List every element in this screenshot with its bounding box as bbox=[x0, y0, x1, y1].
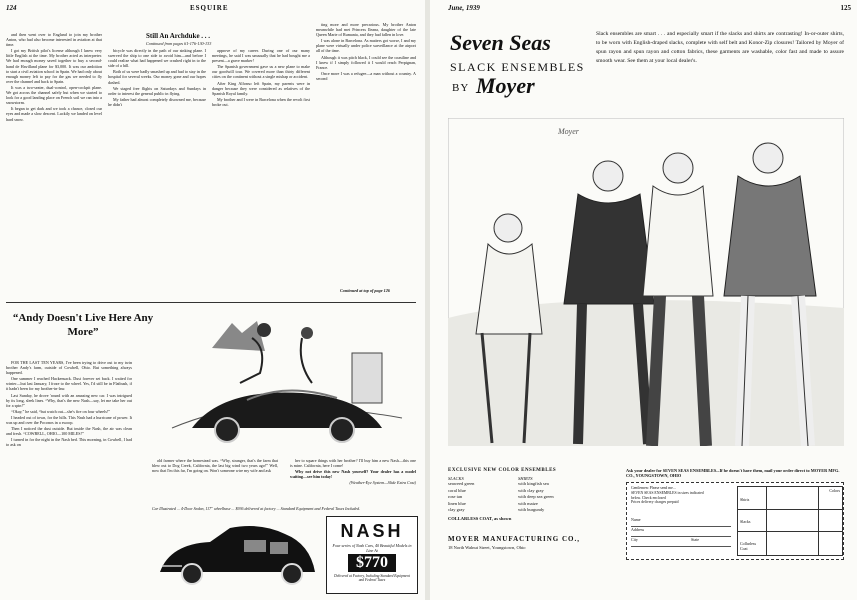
paragraph: Then I noticed the dust outside. But inside the Nash, the air was clean and fresh. “COWBELL, OHIO—100 MILES!” bbox=[6, 426, 132, 437]
header-shirts: SHIRTS bbox=[518, 476, 533, 481]
list-item bbox=[448, 507, 618, 514]
article-column-2 bbox=[108, 48, 206, 298]
article-title: Still An Archduke . . . bbox=[146, 32, 211, 40]
paragraph: The Spanish government gave us a new plane to make our goodwill tour. We covered more than thirty different cities on the continent without a single mishap or accident. bbox=[212, 64, 310, 80]
right-page bbox=[430, 0, 857, 600]
order-line: below. Check enclosed bbox=[631, 495, 666, 500]
paragraph: My brother and I were in Barcelona when the revolt first broke out. bbox=[212, 96, 310, 107]
paragraph: It began to get dark and we took a chance, closed our eyes and made a slow descent. Luckily we landed on level hard snow. bbox=[6, 106, 102, 122]
slack-color: rose tan bbox=[448, 494, 463, 499]
paragraph: Both of us were badly smashed up and had to stay in the hospital for several weeks. Our money gone and our hopes dashed. bbox=[108, 69, 206, 85]
paragraph: I headed out of town, for the hills. This Nash had a hurricane of power. It was up and over the Poconos in a swoop. bbox=[6, 414, 132, 426]
golfers-illustration bbox=[448, 118, 844, 446]
ensembles-panel bbox=[448, 468, 618, 550]
company-name: MOYER MANUFACTURING CO., bbox=[448, 534, 580, 543]
shirt-color: with kingfish sea bbox=[518, 481, 549, 486]
paragraph: I turned in for the night in the Nash bed. This morning, in Cowbell, I had to ask on bbox=[6, 437, 132, 448]
paragraph: bicycle was directly in the path of our sinking plane. I swerved the ship to one side to avoid him—and before I could realize what had happened we crashed right in to the side of a hill. bbox=[108, 48, 206, 69]
field-label: City bbox=[631, 537, 638, 543]
order-fields bbox=[631, 517, 731, 547]
order-coupon bbox=[626, 482, 844, 560]
paragraph: After King Alfonso left Spain, my parents were in danger because they were considered as relatives of the Spanish Royal family. bbox=[212, 80, 310, 96]
paragraph: Slack ensembles are smart . . . and especially smart if the slacks and shirts are contrasting! In-or-outer shirts, to be worn with English-draped slacks, complete with self belt and Konor-Zip closures! Tailored by Moyer of spun rayon and spun rayon and cotton fabrics, these garments are washable, color fast and made to assure smooth wear. See them at your local dealer's. bbox=[596, 31, 844, 64]
paragraph: FOR THE LAST TEN YEARS, I've been trying to drive out to my twin brother Andy's farm, outside of Cowbell, Ohio. But something always happened. bbox=[6, 360, 132, 376]
paragraph: My father had almost completely disowned me, because he didn't bbox=[108, 96, 206, 107]
brand-line: SLACK ENSEMBLES bbox=[450, 60, 585, 74]
article-column-4 bbox=[316, 22, 416, 284]
row-label-slacks: Slacks bbox=[740, 519, 751, 525]
call-to-action: Why not drive this new Nash yourself? Your dealer has a model waiting—see him today! bbox=[290, 469, 416, 480]
header-slacks: SLACKS bbox=[448, 476, 464, 481]
field-label: State bbox=[691, 537, 699, 543]
paragraph: One summer I reached Hackensack. Dust forever set back. I waited for winter—but last January, I froze to the wheel. Yes, I'd still be in Flatbush, if it hadn't been for my brother-in-law. bbox=[6, 376, 132, 392]
ensembles-title: EXCLUSIVE NEW COLOR ENSEMBLES bbox=[448, 468, 557, 473]
shirt-color: with deep sea green bbox=[518, 494, 554, 499]
nash-logo-box bbox=[326, 516, 418, 594]
slack-color: seaweed green bbox=[448, 481, 475, 486]
colors-header: Colors bbox=[829, 488, 840, 494]
story-column-3 bbox=[290, 458, 416, 502]
company-address: 18 North Walnut Street, Youngstown, Ohio bbox=[448, 544, 526, 550]
divider bbox=[6, 302, 416, 303]
slack-color: linen blue bbox=[448, 500, 466, 506]
svg-text:Moyer: Moyer bbox=[558, 127, 579, 136]
intro-copy bbox=[596, 30, 844, 110]
divider bbox=[818, 487, 819, 555]
order-line: Gentlemen: Please send me... bbox=[631, 486, 676, 491]
nash-sub: Four series of Nash Cars, 40 Beautiful Models in Line At bbox=[332, 543, 412, 553]
story-column-1 bbox=[6, 360, 132, 592]
shirt-color: with clay gray bbox=[518, 487, 544, 493]
brand-script: Seven Seas bbox=[450, 30, 551, 55]
paragraph: We staged free flights on Saturdays and Sundays in order to interest the general public in flying. bbox=[108, 85, 206, 96]
paragraph: Once more I was a refugee—a man without a country. A second bbox=[316, 70, 416, 81]
nash-fine-print: Car Illustrated ... 4-Door Sedan, 117" wheelbase ... $936 delivered at factory ... Standard Equipment and Federal Taxes Included. bbox=[152, 506, 361, 511]
paragraph: and then went over to England to join my brother Anton, who had also become interested in aviation at that time. bbox=[6, 32, 102, 48]
slack-color: clay gray bbox=[448, 507, 465, 512]
paragraph: approve of my career. During one of our many meetings, he said I was unusually that he had bought me a present—a grave marker! bbox=[212, 48, 310, 64]
nash-logo: NASH bbox=[340, 521, 404, 541]
divider bbox=[738, 531, 842, 532]
nash-sedan-image bbox=[152, 516, 322, 592]
name-field[interactable] bbox=[631, 517, 731, 527]
order-lines bbox=[631, 486, 731, 504]
paragraph: I got my British pilot's license although I knew very little English at the time. My brother acted as interpreter. We had enough money saved together to buy a second-hand de Havilland plane for $3,000. It was our ambition to start a civil aviation school in Spain. We had only about enough money left to pay for the gas we needed to fly over the channel and back to Spain. bbox=[6, 48, 102, 84]
paragraph: her to square things with her brother? I'll buy him a new Nash—this one is mine. California, here I come! bbox=[290, 458, 416, 469]
paragraph: Last Sunday, he drove 'round with an amazing new car. I was intrigued by its long, sleek lines. “Why, that's the new Nash—say, let me take her out for a spin!” bbox=[6, 392, 132, 408]
ensembles-list bbox=[448, 481, 618, 514]
article-column-3 bbox=[212, 48, 310, 298]
order-line: Prices delivery charges prepaid bbox=[631, 500, 679, 505]
shirt-color: with maize bbox=[518, 500, 538, 506]
car-illustration bbox=[152, 308, 416, 456]
city-state-field[interactable] bbox=[631, 537, 731, 547]
field-label: Name bbox=[631, 517, 641, 523]
paragraph: old farmer where the homestead was. “Why, stranger, that's the farm that blew out to Dog Creek, California, the last big wind two years ago!” Well, now that I'm this far, I'm going on. Won't someone wire my wife and ask bbox=[152, 458, 278, 474]
left-page bbox=[0, 0, 425, 600]
order-title: Ask your dealer for SEVEN SEAS ENSEMBLES...If he doesn't have them, mail your order direct to MOYER MFG. CO., YOUNGSTOWN, OHIO bbox=[626, 468, 840, 479]
brand-by: BY bbox=[452, 82, 470, 94]
slack-color: coral blue bbox=[448, 487, 466, 493]
field-label: Address bbox=[631, 527, 645, 533]
paragraph: Although it was pitch black, I could see the coastline and I knew if I simply followed it I would reach Perpignan, France. bbox=[316, 54, 416, 70]
article-continued: Continued from pages 61-176-130-133 bbox=[146, 41, 212, 46]
continued-note: Continued at top of page 126 bbox=[340, 288, 390, 293]
divider bbox=[766, 487, 767, 555]
row-label-coat: Collarless Coat bbox=[740, 541, 756, 552]
nash-price-sub: Delivered at Factory, Including Standard Equipment and Federal Taxes bbox=[334, 574, 410, 582]
address-field[interactable] bbox=[631, 527, 731, 537]
right-running-head: June, 1939 bbox=[448, 4, 480, 12]
paragraph: “Okay,” he said, “but watch out—she's fire on four wheels!” bbox=[11, 408, 111, 414]
article-column-1 bbox=[6, 32, 102, 298]
order-table bbox=[737, 486, 843, 556]
story-column-2 bbox=[152, 458, 278, 498]
divider bbox=[738, 509, 842, 510]
collarless-note: COLLARLESS COAT, as shown bbox=[448, 515, 512, 521]
nash-price: $770 bbox=[348, 554, 396, 572]
row-label-shirts: Shirts bbox=[740, 497, 750, 503]
order-line: SEVEN SEAS ENSEMBLES in sizes indicated bbox=[631, 491, 704, 495]
paragraph: It was a two-seater, dual-control, open-cockpit plane. We got across the channel safely but when we started to look for a good landing place on French soil we ran into a snowstorm. bbox=[6, 84, 102, 106]
shirt-color: with burgundy bbox=[518, 507, 545, 512]
order-section bbox=[626, 468, 844, 560]
paragraph: ting more and more precarious. My brother Anton meanwhile had met Princess Ileana, daughter of the late Queen Marie of Rumania, and they had fallen in love. bbox=[316, 22, 416, 38]
left-folio: 124 bbox=[6, 4, 17, 12]
ad-headline: “Andy Doesn't Live Here Any More” bbox=[12, 312, 154, 338]
caption: (Weather-Eye System—Slide Extra Cost) bbox=[349, 480, 416, 486]
paragraph: I was alone in Barcelona. As matters got worse, I and my plane were virtually under police surveillance at the airport all of the time. bbox=[316, 38, 416, 54]
left-running-head: ESQUIRE bbox=[190, 4, 229, 12]
right-folio: 125 bbox=[840, 4, 851, 12]
brand-maker: Moyer bbox=[476, 73, 535, 98]
